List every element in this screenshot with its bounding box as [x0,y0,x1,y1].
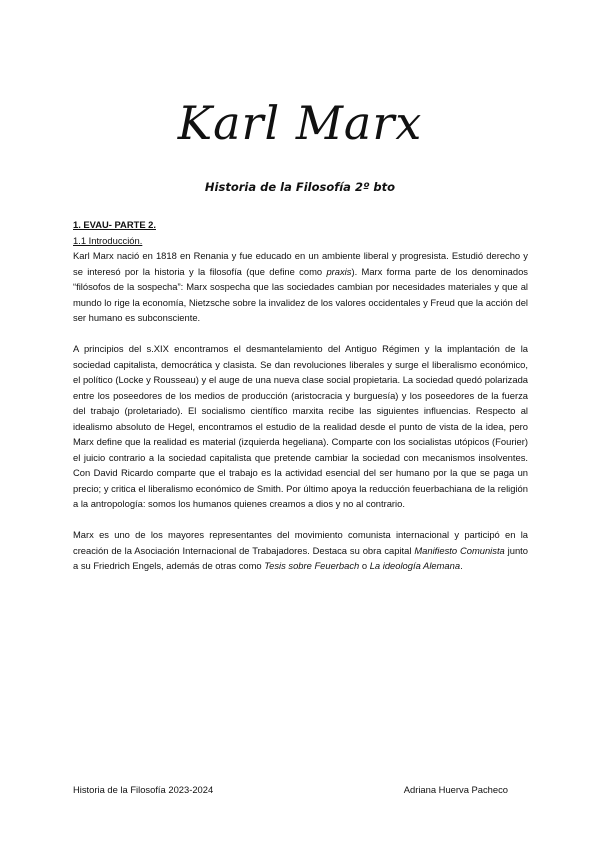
paragraph-1: Karl Marx nació en 1818 en Renania y fue educado en un ambiente liberal y progresista. Estudió derecho y se interesó por la historia y la filosofía (que define como praxis). Marx forma parte de los denominados “filósofos de la sospecha”: Marx sospecha que las sociedades cambian por necesidades materiales y que al mundo lo rige la economía, Nietzsche sobre la invalidez de los valores occidentales y Freud que la acción del ser humano es subconsciente. [73,250,528,323]
document-body [73,217,528,574]
paragraph-3: Marx es uno de los mayores representantes del movimiento comunista internacional y participó en la creación de la Asociación Internacional de Trabajadores. Destaca su obra capital Manifiesto Comunista junto a su Friedrich Engels, además de otras como Tesis sobre Feuerbach o La ideología Alemana. [73,529,528,571]
paragraph-2: A principios del s.XIX encontramos el desmantelamiento del Antiguo Régimen y la implantación de la sociedad capitalista, democrática y clasista. Se dan revoluciones liberales y surge el liberalismo económico, el político (Locke y Rousseau) y el auge de una nueva clase social propietaria. La sociedad quedó polarizada entre los poseedores de los medios de producción (aristocracia y burguesía) y los poseedores de la fuerza del trabajo (proletariado). El socialismo científico marxita recibe las siguientes influencias. Respecto al idealismo absoluto de Hegel, encontramos el estudio de la realidad desde el punto de vista de la idea, pero Marx define que la realidad es material (izquierda hegeliana). Comparte con los socialistas utópicos (Fourier) el juicio contrario a la sociedad capitalista que pretende cambiar la sociedad con mecanismos insolventes. Con David Ricardo comparte que el trabajo es la actividad esencial del ser humano por la que se paga un precio; y critica el liberalismo económico de Smith. Por último apoya la reducción feuerbachiana de la religión a la antropología: somos los humanos quienes creamos a dios y no al contrario. [73,343,528,509]
document-subtitle: Historia de la Filosofía 2º bto [204,180,396,194]
footer-author: Adriana Huerva Pacheco [403,784,508,795]
document-title: Karl Marx [177,96,423,150]
footer-course: Historia de la Filosofía 2023-2024 [73,784,214,795]
subsection-heading: 1.1 Introducción. [73,234,143,246]
section-heading: 1. EVAU- PARTE 2. [73,219,156,230]
